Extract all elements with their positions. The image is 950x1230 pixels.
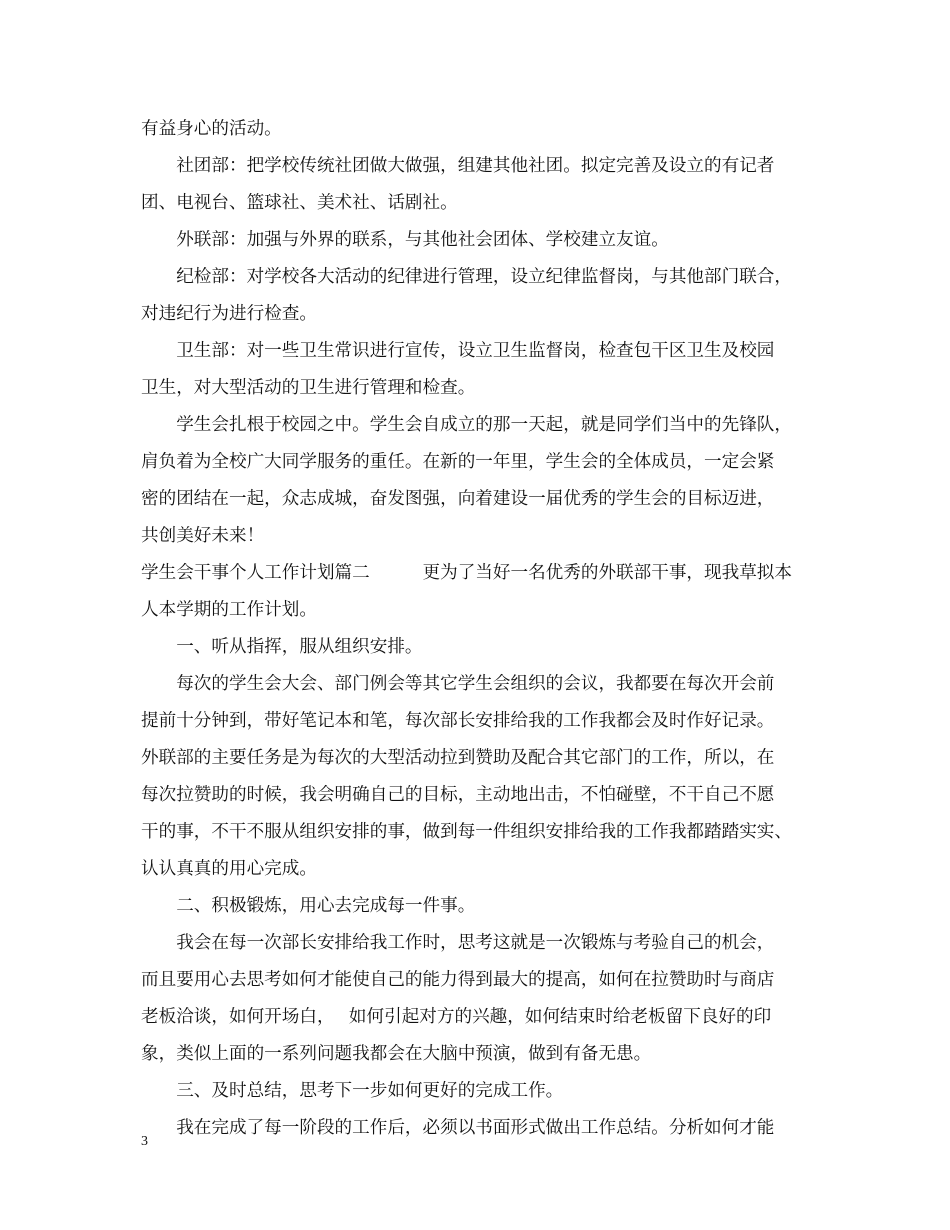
text-line: 我会在每一次部长安排给我工作时，思考这就是一次锻炼与考验自己的机会，: [141, 933, 775, 953]
text-line: 二、积极锻炼，用心去完成每一件事。: [141, 896, 476, 916]
text-line: 外联部的主要任务是为每次的大型活动拉到赞助及配合其它部门的工作，所以，在: [141, 748, 775, 768]
text-line: 外联部：加强与外界的联系，与其他社会团体、学校建立友谊。: [141, 230, 669, 250]
text-line: 肩负着为全校广大同学服务的重任。在新的一年里，学生会的全体成员，一定会紧: [141, 452, 775, 472]
section-heading-line: 学生会干事个人工作计划篇二 更为了当好一名优秀的外联部干事，现我草拟本: [141, 563, 792, 583]
text-line: 每次拉赞助的时候，我会明确自己的目标，主动地出击，不怕碰壁，不干自己不愿: [141, 785, 775, 805]
text-line: 共创美好未来！: [141, 526, 265, 546]
text-line: 卫生，对大型活动的卫生进行管理和检查。: [141, 378, 476, 398]
text-line: 我在完成了每一阶段的工作后，必须以书面形式做出工作总结。分析如何才能: [141, 1118, 775, 1138]
page-number: 3: [141, 1134, 148, 1149]
text-line: 社团部：把学校传统社团做大做强，组建其他社团。拟定完善及设立的有记者: [141, 156, 775, 176]
text-line: 团、电视台、篮球社、美术社、话剧社。: [141, 193, 458, 213]
text-line: 每次的学生会大会、部门例会等其它学生会组织的会议，我都要在每次开会前: [141, 674, 775, 694]
text-line: 学生会扎根于校园之中。学生会自成立的那一天起，就是同学们当中的先锋队，: [141, 415, 792, 435]
text-line: 有益身心的活动。: [141, 119, 282, 139]
text-line: 对违纪行为进行检查。: [141, 304, 317, 324]
text-line: 老板洽谈，如何开场白， 如何引起对方的兴趣，如何结束时给老板留下良好的印: [141, 1007, 772, 1027]
text-line: 密的团结在一起，众志成城，奋发图强，向着建设一届优秀的学生会的目标迈进，: [141, 489, 775, 509]
text-line: 而且要用心去思考如何才能使自己的能力得到最大的提高，如何在拉赞助时与商店: [141, 970, 775, 990]
text-line: 纪检部：对学校各大活动的纪律进行管理，设立纪律监督岗，与其他部门联合，: [141, 267, 792, 287]
text-line: 卫生部：对一些卫生常识进行宣传，设立卫生监督岗，检查包干区卫生及校园: [141, 341, 775, 361]
text-line: 人本学期的工作计划。: [141, 600, 317, 620]
text-line: 干的事，不干不服从组织安排的事，做到每一件组织安排给我的工作我都踏踏实实、: [141, 822, 792, 842]
text-line: 认认真真的用心完成。: [141, 859, 317, 879]
text-line: 三、及时总结，思考下一步如何更好的完成工作。: [141, 1081, 564, 1101]
text-line: 一、听从指挥，服从组织安排。: [141, 637, 423, 657]
text-line: 提前十分钟到，带好笔记本和笔，每次部长安排给我的工作我都会及时作好记录。: [141, 711, 775, 731]
text-line: 象，类似上面的一系列问题我都会在大脑中预演，做到有备无患。: [141, 1044, 652, 1064]
